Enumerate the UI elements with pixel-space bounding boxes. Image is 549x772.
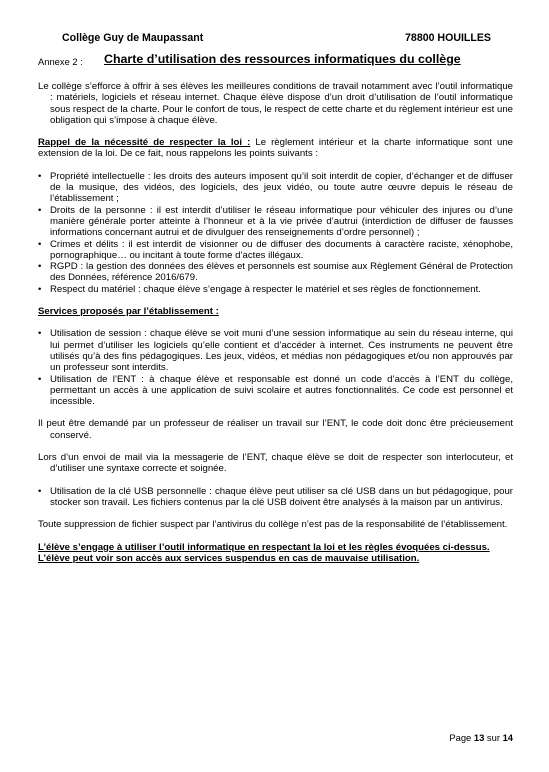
intro-paragraph: Le collège s’efforce à offrir à ses élèves les meilleures conditions de travail notamment avec l’outil informatique : matériels, logiciels et réseau internet. Chaque élève dispose d’un droit d’utilisation de l’outil informatique sous respect de la charte. Pour le confort de tous, le respect de cette charte et du règlement intérieur est une obligation qui s’impose à chaque élève. [38,81,513,126]
ent-note: Il peut être demandé par un professeur de réaliser un travail sur l’ENT, le code doit donc être précieusement conservé. [38,418,513,441]
of-word: sur [486,732,500,743]
list-item: • Utilisation de session : chaque élève se voit muni d’une session informatique au sein du réseau interne, qui lui permet d’utiliser les logiciels qu’elle contient et d’accéder à internet. Ces instruments ne peuvent être utilisés qu’à des fins pédagogiques. Les jeux, vidéos, et médias non pédagogiques et/ou non approuvés par un professeur sont interdits. [38,328,513,373]
rappel-paragraph [38,137,513,160]
page-footer [449,732,513,743]
services-paragraph [38,306,513,317]
page-word: Page [449,732,472,743]
school-city: 78800 HOUILLES [405,32,491,44]
rappel-list [38,171,513,295]
annex-label: Annexe 2 : [38,56,83,67]
mail-note: Lors d’un envoi de mail via la messagerie de l’ENT, chaque élève se doit de respecter son interlocuteur, et d’utiliser une syntaxe correcte et soignée. [38,452,513,475]
list-item: • Utilisation de la clé USB personnelle : chaque élève peut utiliser sa clé USB dans un but pédagogique, pour stocker son travail. Les fichiers contenus par la clé USB doivent être analysés à la maison par un antivirus. [38,486,513,509]
list-item: • Utilisation de l’ENT : à chaque élève et responsable est donné un code d’accès à l’ENT du collège, permettant un accès à une application de suivi scolaire et autres fonctionnalités. Ce code est personnel et incessible. [38,374,513,408]
document-body [38,81,513,564]
services-heading: Services proposés par l’établissement : [38,306,219,318]
page-number: 13 [473,732,485,743]
rappel-text: Le règlement intérieur et la charte informatique sont une extension de la loi. De ce fait, nous rappelons les points suivants : [38,137,513,160]
list-item: • Propriété intellectuelle : les droits des auteurs imposent qu’il soit interdit de copier, d’échanger et de diffuser de la musique, des vidéos, des logiciels, des jeux vidéo, ou toute autre œuvre depuis le réseau de l’établissement ; [38,171,513,205]
final-suspension-line: L’élève peut voir son accès aux services suspendus en cas de mauvaise utilisation. [38,552,420,564]
services-list [38,328,513,407]
list-item: • Respect du matériel : chaque élève s’engage à respecter le matériel et ses règles de fonctionnement. [38,284,513,295]
rappel-heading: Rappel de la nécessité de respecter la loi : [38,137,251,149]
document-title: Charte d’utilisation des ressources informatiques du collège [104,52,461,66]
page-total: 14 [502,732,513,743]
list-item: • RGPD : la gestion des données des élèves et personnels est soumise aux Règlement Général de Protection des Données, référence 2016/679. [38,261,513,284]
list-item: • Droits de la personne : il est interdit d’utiliser le réseau informatique pour véhiculer des injures ou d’une manière générale porter atteinte à l’honneur et à la vie privée d’autrui (interdiction de diffuser de fausses informations concernant autrui et de divulguer des renseignements d’ordre personnel) ; [38,205,513,239]
school-name: Collège Guy de Maupassant [62,32,204,44]
list-item: • Crimes et délits : il est interdit de visionner ou de diffuser des documents à caractère raciste, xénophobe, pornographique… ou incitant à toute forme d’actes illégaux. [38,239,513,262]
antivirus-note: Toute suppression de fichier suspect par l’antivirus du collège n’est pas de la responsabilité de l’établissement. [38,519,508,531]
usb-list [38,486,513,509]
final-commitment-line: L’élève s’engage à utiliser l’outil informatique en respectant la loi et les règles évoquées ci-dessus. [38,541,490,553]
